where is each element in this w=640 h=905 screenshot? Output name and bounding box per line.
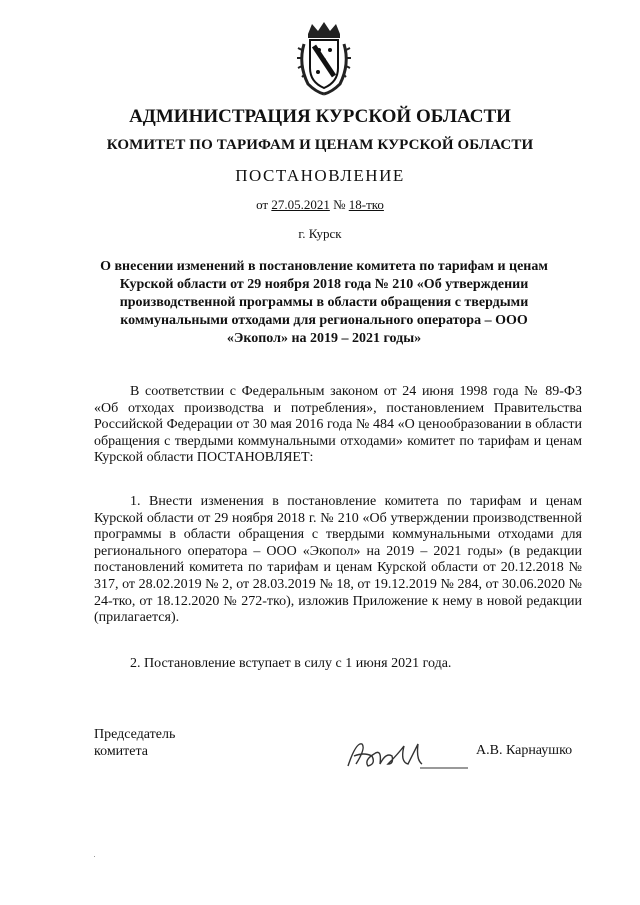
position-line-1: Председатель	[94, 727, 176, 742]
date-prefix: от	[256, 197, 269, 212]
committee-title: КОМИТЕТ ПО ТАРИФАМ И ЦЕНАМ КУРСКОЙ ОБЛАСТИ	[106, 137, 534, 153]
document-date: 27.05.2021	[271, 197, 330, 212]
item-1-paragraph: 1. Внести изменения в постановление комитета по тарифам и ценам Курской области от 29 ноября 2018 г. № 210 «Об утверждении производственной программы в области обращения с твердыми коммунальными отходами для регионального оператора – ООО «Экопол» на 2019 – 2021 годы» (в редакции постановлений комитета по тарифам и ценам Курской области от 20.12.2018 № 317, от 28.02.2019 № 2, от 28.03.2019 № 18, от 19.12.2019 № 284, от 30.06.2020 № 24-тко, от 18.12.2020 № 272-тко), изложив Приложение к нему в новой редакции (прилагается).	[94, 494, 582, 626]
date-number-line	[0, 197, 640, 213]
organization-title: АДМИНИСТРАЦИЯ КУРСКОЙ ОБЛАСТИ	[129, 106, 511, 127]
number-sign: №	[333, 197, 346, 212]
document-subject: О внесении изменений в постановление комитета по тарифам и ценам Курской области от 29 ноября 2018 года № 210 «Об утверждении производственной программы в области обращения с твердыми коммунальными отходами для регионального оператора – ООО «Экопол» на 2019 – 2021 годы»	[100, 259, 548, 346]
item-2-paragraph: 2. Постановление вступает в силу с 1 июня 2021 года.	[130, 656, 452, 671]
position-line-2: комитета	[94, 744, 149, 759]
signer-position	[94, 726, 175, 760]
preamble-paragraph: В соответствии с Федеральным законом от 24 июня 1998 года № 89-ФЗ «Об отходах производства и потребления», постановлением Правительства Российской Федерации от 30 мая 2016 года № 484 «О ценообразовании в области обращения с твердыми коммунальными отходами» комитет по тарифам и ценам Курской области ПОСТАНОВЛЯЕТ:	[94, 384, 582, 466]
document-type: ПОСТАНОВЛЕНИЕ	[235, 166, 405, 185]
signer-name: А.В. Карнаушко	[476, 743, 573, 758]
kursk-coat-of-arms-icon	[294, 20, 354, 98]
document-number: 18-тко	[348, 197, 384, 212]
scan-speck	[94, 856, 95, 857]
city: г. Курск	[298, 226, 342, 241]
handwritten-signature-icon	[342, 734, 470, 776]
